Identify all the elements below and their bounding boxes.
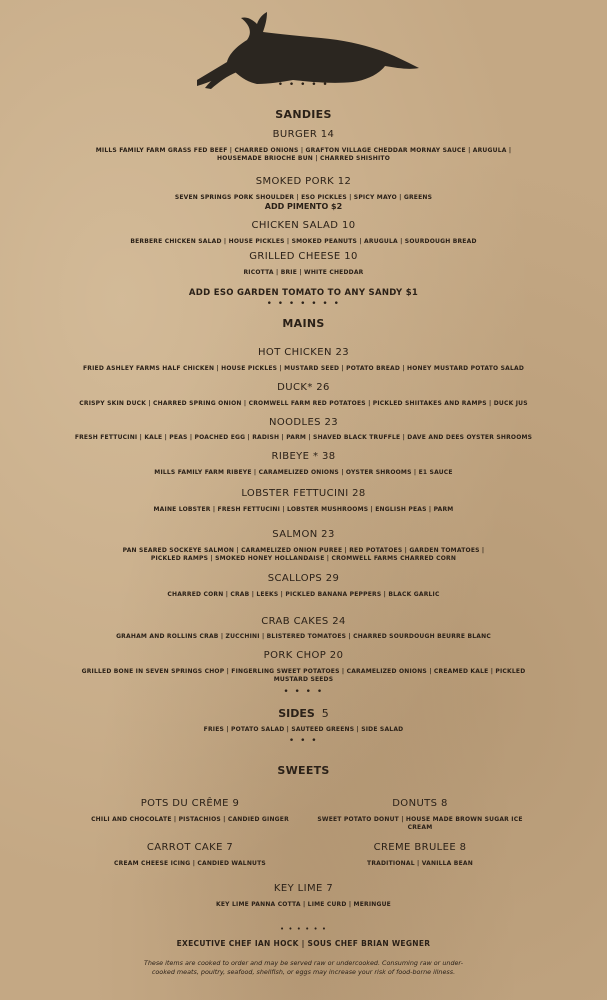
menu-item-name: SALMON 23 [272,529,335,540]
divider-dots: • • • • • [277,80,330,90]
menu-item-description: MUSTARD SEEDS [273,676,334,683]
menu-item-description: PAN SEARED SOCKEYE SALMON | CARAMELIZED ONION PUREE | RED POTATOES | GARDEN TOMATOES | [122,547,485,554]
menu-item-description: SEVEN SPRINGS PORK SHOULDER | ESO PICKLES | SPICY MAYO | GREENS [174,194,433,201]
menu-item-name: DUCK* 26 [277,382,330,393]
menu-item-name: CREME BRULEE 8 [373,842,467,853]
menu-item-name: CARROT CAKE 7 [146,842,234,853]
menu-item-description: FRESH FETTUCINI | KALE | PEAS | POACHED EGG | RADISH | PARM | SHAVED BLACK TRUFFLE | DAVE AND DEES OYSTER SHROOMS [74,434,533,441]
menu-item-description: RICOTTA | BRIE | WHITE CHEDDAR [243,269,364,276]
divider-dots: • • • • [283,687,324,697]
chef-credits: EXECUTIVE CHEF IAN HOCK | SOUS CHEF BRIAN WEGNER [176,939,431,948]
menu-item-name: HOT CHICKEN 23 [258,347,349,358]
divider-dots: • • • • • • • [266,299,341,309]
menu-item-description: FRIED ASHLEY FARMS HALF CHICKEN | HOUSE PICKLES | MUSTARD SEED | POTATO BREAD | HONEY MUSTARD POTATO SALAD [82,365,525,372]
menu-item-name: DONUTS 8 [392,798,448,809]
menu-item-name: RIBEYE * 38 [271,451,336,462]
menu-item-name: NOODLES 23 [268,417,339,428]
menu-item-name: GRILLED CHEESE 10 [249,251,358,262]
menu-item-name: CHICKEN SALAD 10 [251,220,356,231]
sides-heading [0,707,607,720]
divider-dots: • • • [288,736,319,746]
menu-item-description: GRILLED BONE IN SEVEN SPRINGS CHOP | FINGERLING SWEET POTATOES | CARAMELIZED ONIONS | CREAMED KALE | PICKLED [81,668,526,675]
menu-item-description: KEY LIME PANNA COTTA | LIME CURD | MERINGUE [216,901,391,908]
sides-description: FRIES | POTATO SALAD | SAUTEED GREENS | SIDE SALAD [203,726,404,733]
section-title-sides: SIDES [278,707,315,720]
section-title-sandies: SANDIES [275,108,332,121]
menu-item-description: MAINE LOBSTER | FRESH FETTUCINI | LOBSTER MUSHROOMS | ENGLISH PEAS | PARM [153,506,454,513]
section-title-sweets: SWEETS [277,764,330,777]
menu-item-name: LOBSTER FETTUCINI 28 [241,488,366,499]
menu-item-description: CREAM CHEESE ICING | CANDIED WALNUTS [114,860,266,867]
menu-item-addon: ADD PIMENTO $2 [264,202,343,211]
menu-item-name: KEY LIME 7 [273,883,334,894]
menu-item-description: CREAM [407,824,433,831]
menu-item-name: BURGER 14 [272,129,335,140]
menu-item-description: SWEET POTATO DONUT | HOUSE MADE BROWN SUGAR ICE [317,816,523,823]
menu-item-description: TRADITIONAL | VANILLA BEAN [367,860,473,867]
menu-item-description: CRISPY SKIN DUCK | CHARRED SPRING ONION | CROMWELL FARM RED POTATOES | PICKLED SHIITAKES AND RAMPS | DUCK JUS [79,400,528,407]
menu-item-description: PICKLED RAMPS | SMOKED HONEY HOLLANDAISE | CROMWELL FARMS CHARRED CORN [150,555,457,562]
menu-item-description: BERBERE CHICKEN SALAD | HOUSE PICKLES | SMOKED PEANUTS | ARUGULA | SOURDOUGH BREAD [130,238,477,245]
menu-item-name: SMOKED PORK 12 [255,176,352,187]
menu-item-name: SCALLOPS 29 [267,573,340,584]
menu-item-name: PORK CHOP 20 [263,650,344,661]
menu-item-description: CHARRED CORN | CRAB | LEEKS | PICKLED BANANA PEPPERS | BLACK GARLIC [167,591,440,598]
section-title-mains: MAINS [282,317,325,330]
disclaimer-line-2: cooked meats, poultry, seafood, shellfish, or eggs may increase your risk of food-borne illness. [151,968,456,976]
disclaimer-line-1: These items are cooked to order and may be served raw or undercooked. Consuming raw or under- [143,959,464,967]
menu-item-description: MILLS FAMILY FARM RIBEYE | CARAMELIZED ONIONS | OYSTER SHROOMS | E1 SAUCE [154,469,453,476]
menu-item-description: CHILI AND CHOCOLATE | PISTACHIOS | CANDIED GINGER [91,816,289,823]
menu-item-description: HOUSEMADE BRIOCHE BUN | CHARRED SHISHITO [217,155,390,162]
menu-item-name: POTS DU CRÊME 9 [140,798,240,809]
sides-price: 5 [321,707,329,720]
sandies-addon: ADD ESO GARDEN TOMATO TO ANY SANDY $1 [188,288,419,298]
menu-item-description: GRAHAM AND ROLLINS CRAB | ZUCCHINI | BLISTERED TOMATOES | CHARRED SOURDOUGH BEURRE BLANC [116,633,491,640]
menu-item-description: MILLS FAMILY FARM GRASS FED BEEF | CHARRED ONIONS | GRAFTON VILLAGE CHEDDAR MORNAY SAUCE | ARUGULA | [95,147,512,154]
divider-dots: • • • • • • [280,925,327,933]
menu-item-name: CRAB CAKES 24 [261,616,346,627]
